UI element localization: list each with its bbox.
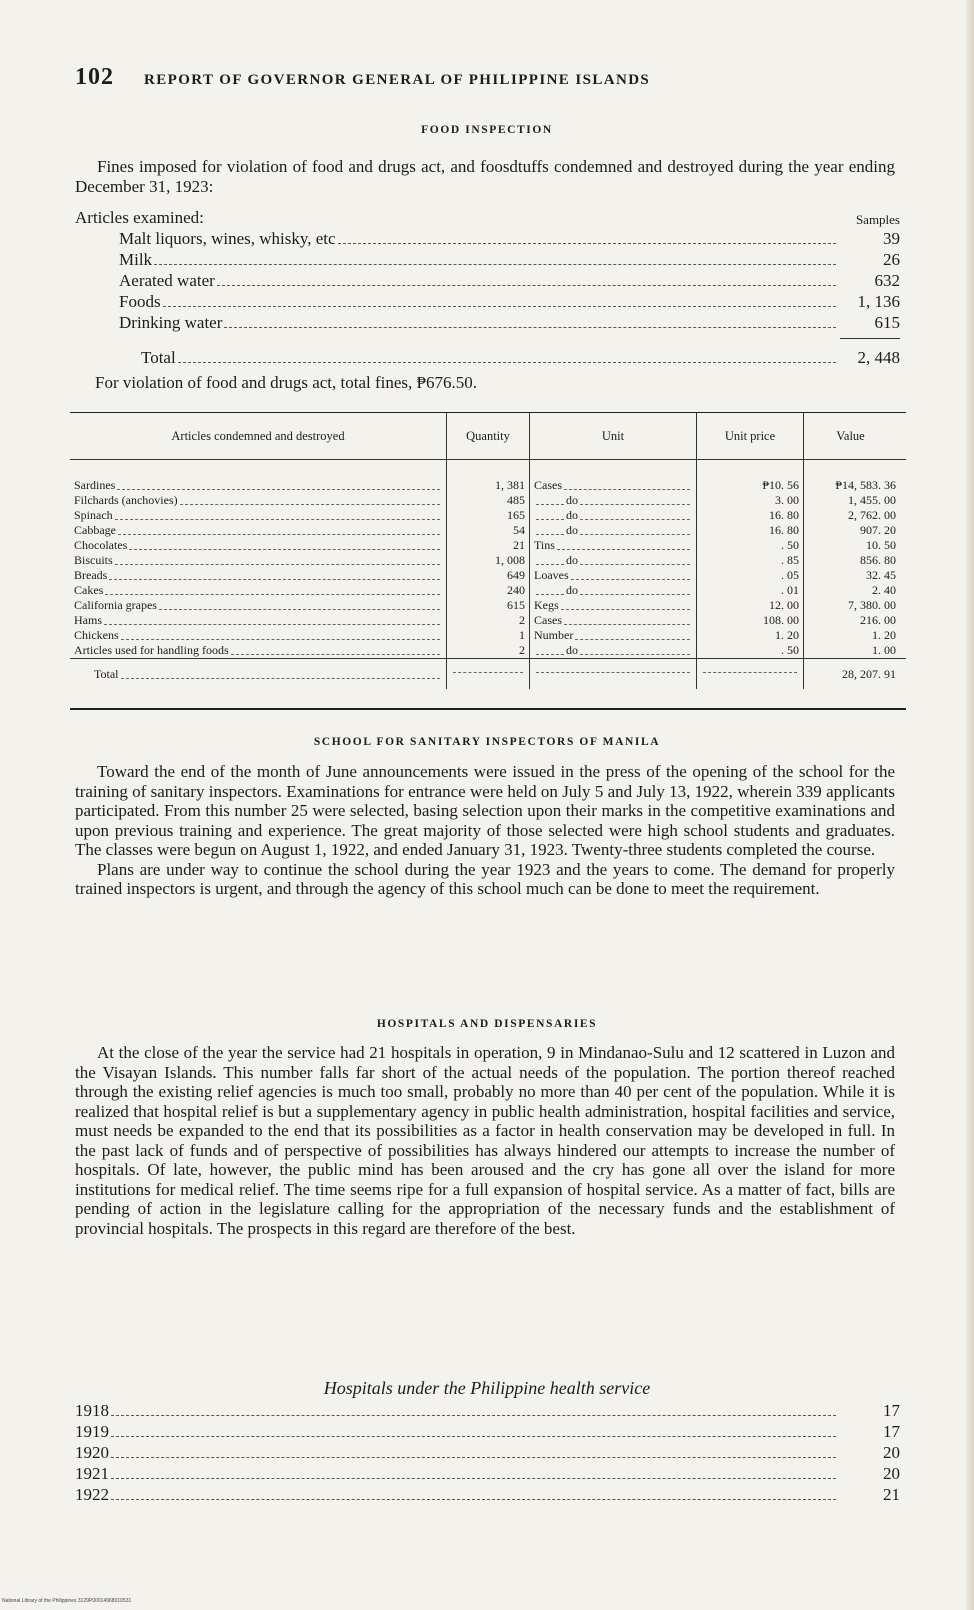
hospitals-table-caption: Hospitals under the Philippine health service [323, 1378, 651, 1398]
hospitals-paragraph: At the close of the year the service had 21 hospitals in operation, 9 in Mindanao-Sulu and 12 scattered in Luzon and the Visayan Islands. This number falls far short of the actual needs of the population. The portion thereof reached through the existing relief agencies is much too small, probably no more than 40 per cent of the population. While it is realized that hospital relief is but a supplementary agency in public health administration, hospital facilities and service, must needs be expanded to the end that its possibilities as a factor in health conservation may be developed in full. In the past lack of funds and of perspective of possibilities has always hindered our attempts to increase the number of hospitals. Of late, however, the public mind has been aroused and the cry has gone all over the island for more institutions for medical relief. The time seems ripe for a full expansion of hospital service. As a matter of fact, bills are pending of action in the legislature calling for the appropriation of the necessary funds and the establishment of provincial hospitals. The prospects in this regard are therefore of the best. [75, 1043, 895, 1238]
list-item: Malt liquors, wines, whisky, etc 39 [119, 229, 900, 248]
school-text [75, 762, 895, 899]
page-edge [966, 0, 974, 1610]
articles-header-row [75, 207, 900, 228]
table-row: Spinach 165 do 16. 80 2, 762. 00 [70, 508, 906, 523]
list-item: Aerated water 632 [119, 271, 900, 290]
list-item: 1920 20 [75, 1443, 900, 1462]
page-number: 102 [75, 64, 114, 90]
condemned-articles-table [70, 413, 906, 689]
school-paragraph-1: Toward the end of the month of June announcements were issued in the press of the opening of the school for the training of sanitary inspectors. Examinations for entrance were held on July 5 and July 13, 1922, wherein 339 applicants participated. From this number 25 were selected, basing selection upon their marks in the competitive examinations and upon previous training and experience. The great majority of those selected were high school students and graduates. The classes were begun on August 1, 1922, and ended January 31, 1923. Twenty-three students completed the course. [75, 762, 895, 859]
articles-total-row: Total 2, 448 [141, 348, 900, 367]
list-item: 1919 17 [75, 1422, 900, 1441]
hospitals-by-year-list [75, 1400, 900, 1505]
table-row: Filchards (anchovies) 485 do 3. 00 1, 455. 00 [70, 493, 906, 508]
table-row: Sardines 1, 381 Cases ₱10. 56 ₱14, 583. 36 [70, 460, 906, 494]
table-row: Cakes 240 do . 01 2. 40 [70, 583, 906, 598]
table-row: Hams 2 Cases 108. 00 216. 00 [70, 613, 906, 628]
school-paragraph-2: Plans are under way to continue the school during the year 1923 and the years to come. The demand for properly trained inspectors is urgent, and through the agency of this school much can be done to meet the requirement. [75, 859, 895, 898]
table-row: Biscuits 1, 008 do . 85 856. 80 [70, 553, 906, 568]
fines-statement: For violation of food and drugs act, total fines, ₱676.50. [95, 373, 477, 392]
table-row: California grapes 615 Kegs 12. 00 7, 380. 00 [70, 598, 906, 613]
articles-label: Articles examined: [75, 208, 204, 227]
list-item: Milk 26 [119, 250, 900, 269]
list-item: 1922 21 [75, 1485, 900, 1504]
table-row: Articles used for handling foods 2 do . 50 1. 00 [70, 643, 906, 659]
hospitals-heading: HOSPITALS AND DISPENSARIES [376, 1018, 598, 1030]
list-item: 1921 20 [75, 1464, 900, 1483]
table-row: Chocolates 21 Tins . 50 10. 50 [70, 538, 906, 553]
table-row: Cabbage 54 do 16. 80 907. 20 [70, 523, 906, 538]
articles-examined-list [75, 207, 900, 368]
hospitals-text [75, 1043, 895, 1238]
page-header [75, 64, 905, 91]
list-item: Foods 1, 136 [119, 292, 900, 311]
table-row: Breads 649 Loaves . 05 32. 45 [70, 568, 906, 583]
table-row: Chickens 1 Number 1. 20 1. 20 [70, 628, 906, 643]
list-item: 1918 17 [75, 1401, 900, 1420]
food-inspection-intro: Fines imposed for violation of food and drugs act, and foosdtuffs condemned and destroyed during the year ending December 31, 1923: [75, 157, 895, 196]
scan-footer: National Library of the Philippines 3129P00014968010531 [2, 1598, 132, 1604]
running-title: REPORT OF GOVERNOR GENERAL OF PHILIPPINE ISLANDS [144, 72, 651, 88]
list-item: Drinking water 615 [119, 313, 900, 332]
table-header-row: Articles condemned and destroyed Quantity Unit Unit price Value [70, 413, 906, 460]
table-total-row: Total 28, 207. 91 [70, 659, 906, 690]
school-heading: SCHOOL FOR SANITARY INSPECTORS OF MANILA [313, 736, 661, 748]
table-bottom-rule [70, 708, 906, 710]
food-inspection-heading: FOOD INSPECTION [421, 124, 553, 136]
samples-label: Samples [855, 212, 900, 227]
